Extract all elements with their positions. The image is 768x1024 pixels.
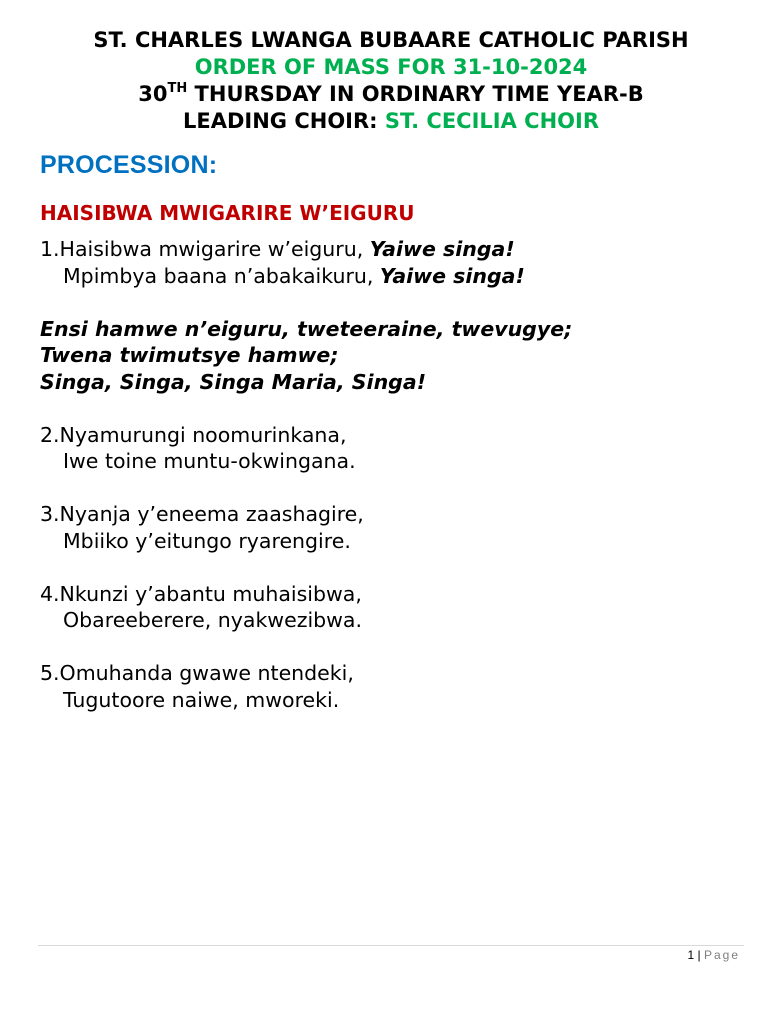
choir-label: LEADING CHOIR: [182, 109, 385, 133]
choir-name: ST. CECILIA CHOIR [384, 109, 599, 133]
verse-4-line-2: Obareeberere, nyakwezibwa. [63, 608, 363, 632]
page-number: 1 [687, 948, 695, 962]
verse-3-line-1: 3.Nyanja y’eneema zaashagire, [40, 502, 364, 526]
parish-name: ST. CHARLES LWANGA BUBAARE CATHOLIC PARISH [93, 28, 689, 52]
verse-2-line-1: 2.Nyamurungi noomurinkana, [40, 422, 347, 447]
verse-2-line-2: Iwe toine muntu-okwingana. [63, 449, 356, 473]
chorus-line-3: Singa, Singa, Singa Maria, Singa! [40, 369, 427, 394]
verse-5-line-1: 5.Omuhanda gwawe ntendeki, [40, 661, 354, 685]
verse-1-refrain-1: Yaiwe singa! [369, 237, 515, 261]
verse-5-line-2: Tugutoore naiwe, mworeki. [63, 687, 340, 712]
day-description: THURSDAY IN ORDINARY TIME YEAR-B [187, 82, 644, 106]
verse-1-line-1 [40, 236, 572, 263]
day-number: 30 [138, 82, 168, 106]
verse-1-line-2 [40, 263, 572, 290]
document-header [0, 27, 768, 135]
page-separator: | [694, 948, 704, 962]
chorus-line-2: Twena twimutsye hamwe; [40, 343, 339, 367]
day-superscript: TH [167, 81, 188, 96]
verse-1-line-1-text: 1.Haisibwa mwigarire w’eiguru, [40, 237, 370, 261]
verse-4-line-1: 4.Nkunzi y’abantu muhaisibwa, [40, 581, 362, 606]
footer-divider [38, 945, 744, 946]
liturgical-day [0, 81, 768, 108]
hymn-title: HAISIBWA MWIGARIRE W’EIGURU [40, 201, 415, 225]
verse-1-line-2-text: Mpimbya baana n’abakaikuru, [63, 263, 380, 288]
mass-order-title: ORDER OF MASS FOR 31-10-2024 [194, 55, 588, 79]
section-heading-procession: PROCESSION: [40, 151, 218, 179]
verse-3-line-2: Mbiiko y’eitungo ryarengire. [63, 528, 351, 553]
page-footer [687, 948, 740, 962]
verse-1-refrain-2: Yaiwe singa! [379, 263, 525, 288]
chorus-line-1: Ensi hamwe n’eiguru, tweteeraine, twevugye; [40, 316, 573, 341]
hymn-lyrics [40, 236, 572, 713]
leading-choir [0, 108, 768, 135]
page-label: Page [703, 948, 740, 962]
